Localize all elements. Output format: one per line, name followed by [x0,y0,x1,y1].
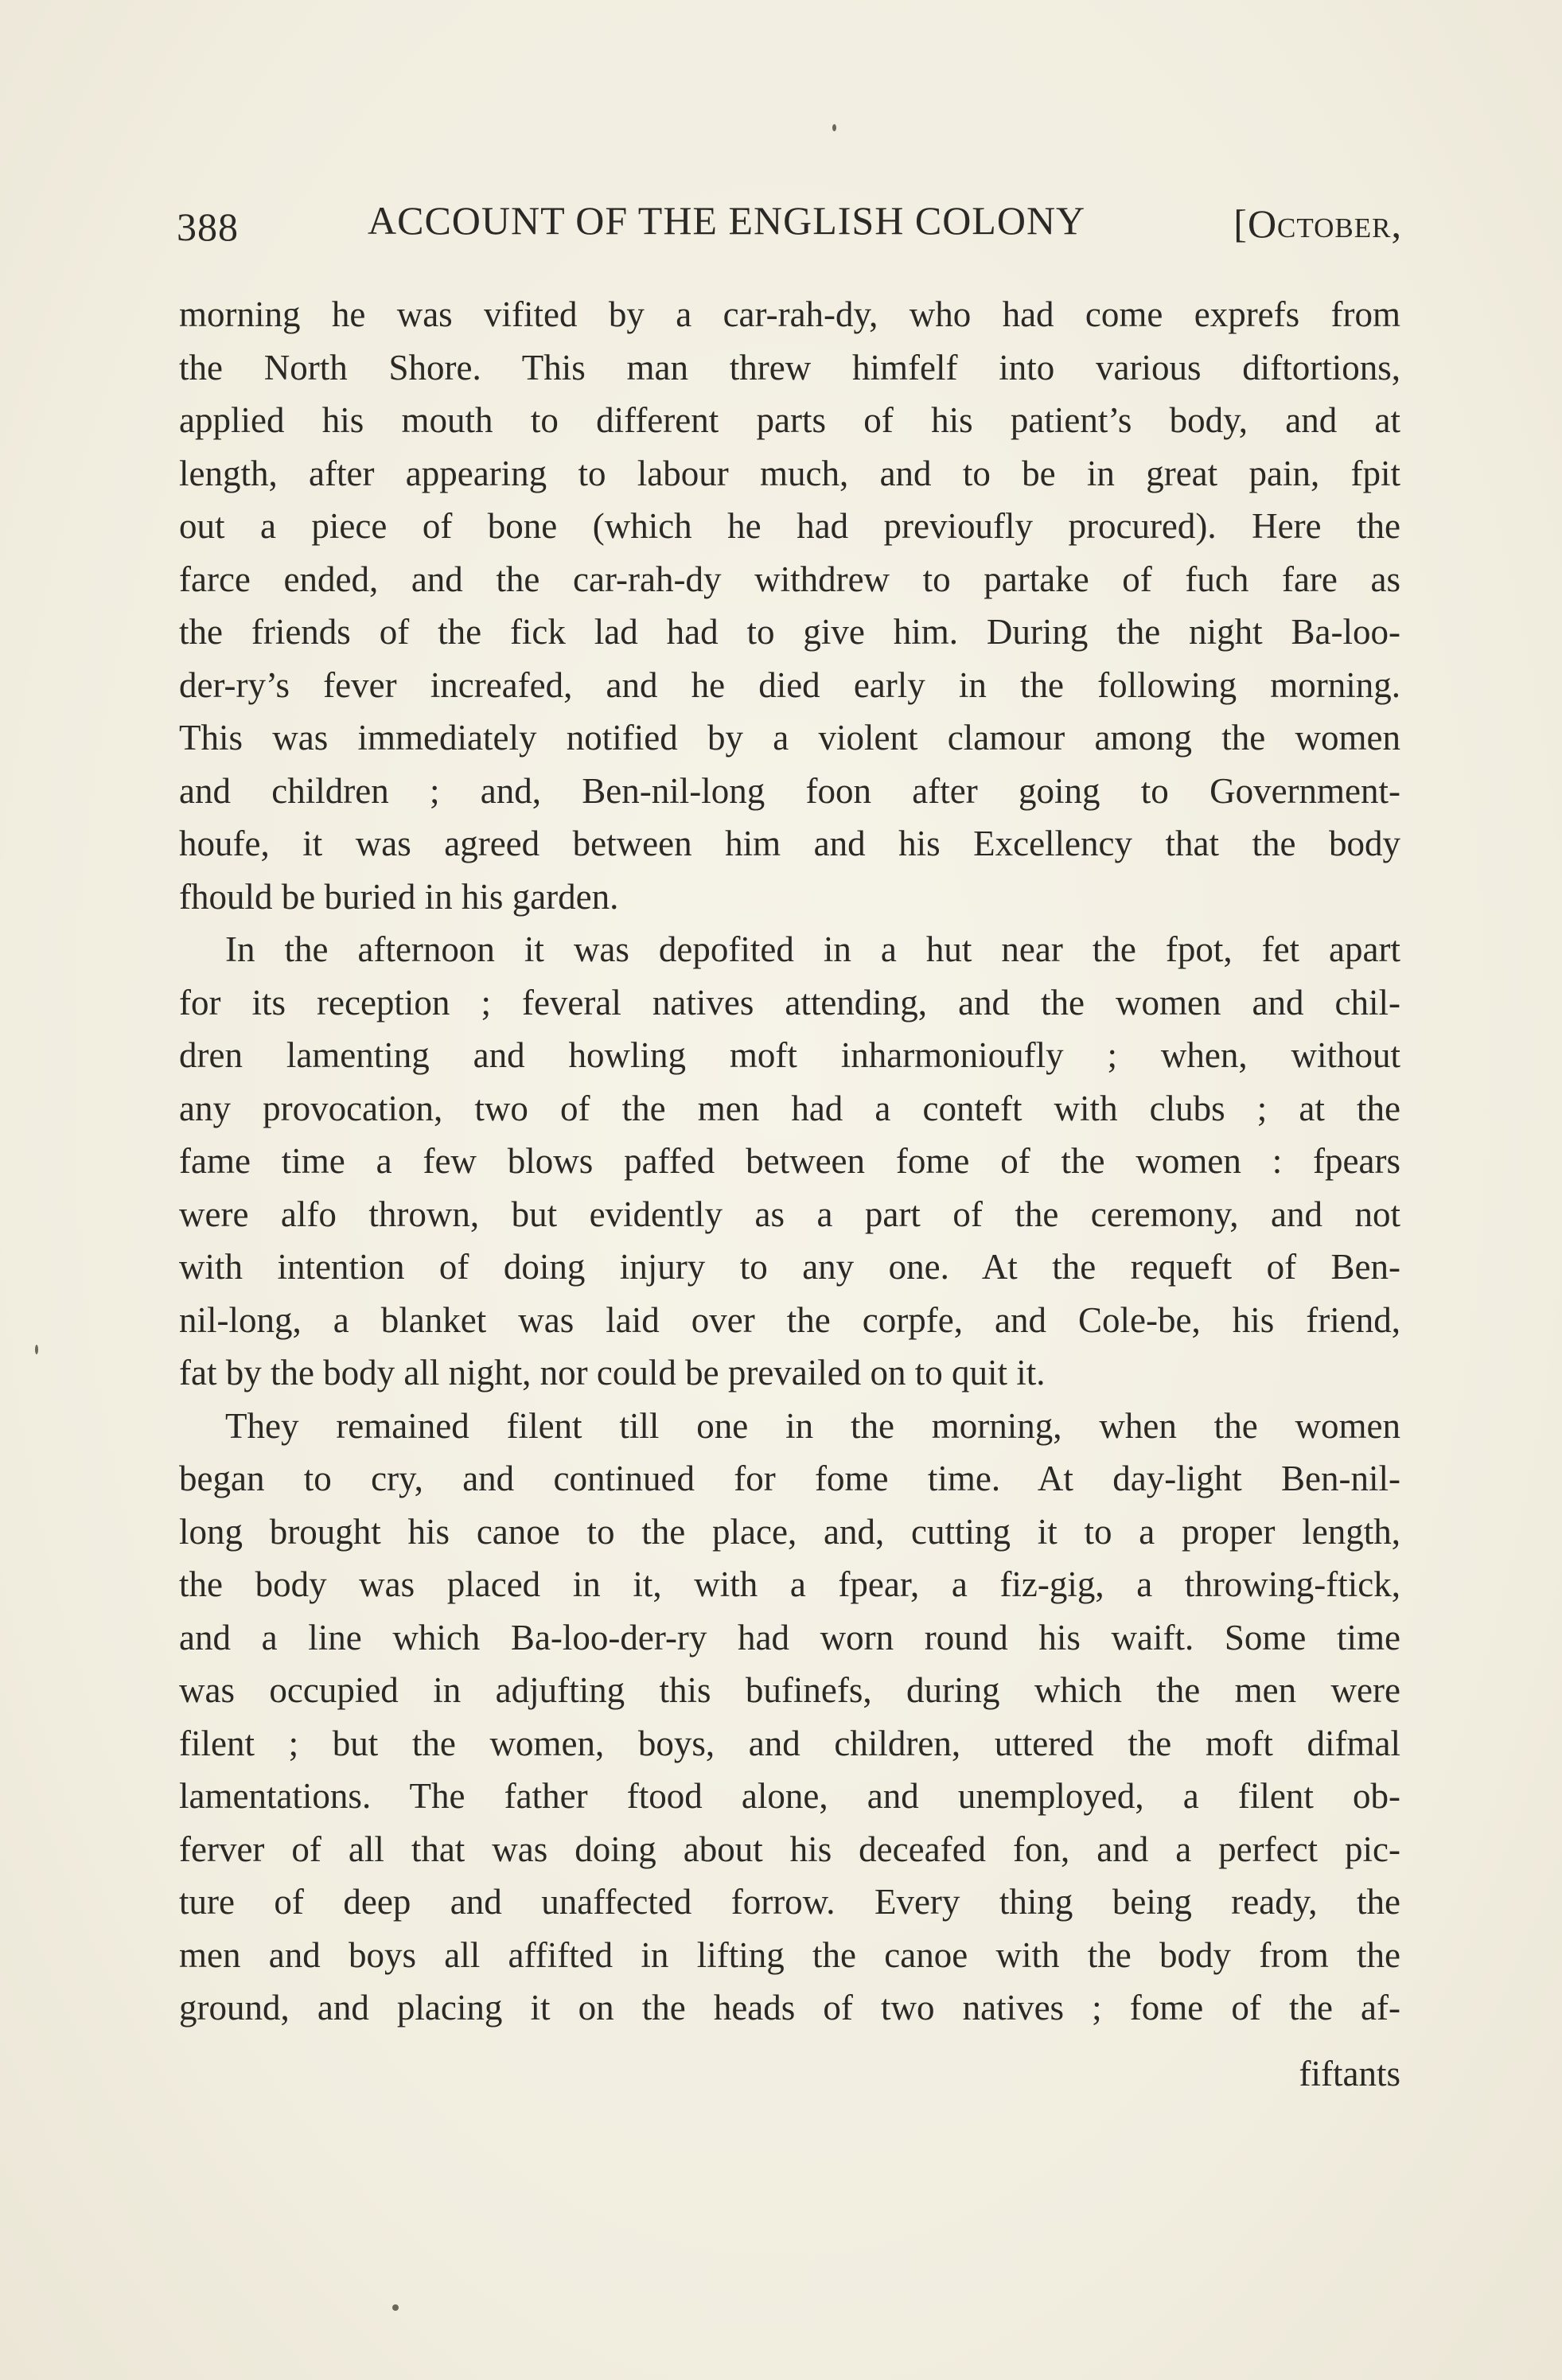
text-line: began to cry, and continued for fome time. At day-light Ben-nil- [179,1459,1400,1498]
paper-speck [832,124,836,131]
text-line: the friends of the fick lad had to give him. During the night Ba-loo- [179,612,1400,652]
text-line: with intention of doing injury to any one. At the requeft of Ben- [179,1247,1400,1287]
text-line: for its reception ; feveral natives attending, and the women and chil- [179,982,1400,1023]
text-line: long brought his canoe to the place, and, cutting it to a proper length, [179,1511,1400,1552]
text-line: houfe, it was agreed between him and his Excellency that the body [179,824,1400,863]
paper-speck [35,1345,38,1354]
text-line: filent ; but the women, boys, and children, uttered the moft difmal [179,1723,1400,1763]
text-line: and a line which Ba-loo-der-ry had worn round his waift. Some time [179,1617,1400,1657]
body-text [179,288,1400,2035]
text-line: any provocation, two of the men had a conteft with clubs ; at the [179,1088,1400,1128]
text-line: ferver of all that was doing about his deceafed fon, and a perfect pic- [179,1829,1400,1869]
text-line: This was immediately notified by a violent clamour among the women [179,718,1400,758]
text-line: applied his mouth to different parts of his patient’s body, and at [179,400,1400,440]
page-number: 388 [177,205,239,249]
section-heading: [October, [1233,201,1402,246]
text-line: the North Shore. This man threw himfelf into various diftortions, [179,347,1400,388]
text-line: fhould be buried in his garden. [179,876,619,917]
text-line: men and boys all affifted in lifting the canoe with the body from the [179,1934,1400,1975]
text-line: was occupied in adjufting this bufinefs, during which the men were [179,1670,1400,1710]
text-line: nil-long, a blanket was laid over the corpfe, and Cole-be, his friend, [179,1299,1400,1340]
text-line: der-ry’s fever increafed, and he died early in the following morning. [179,664,1400,705]
running-header [177,197,1402,253]
text-line: ture of deep and unaffected forrow. Every thing being ready, the [179,1882,1400,1922]
text-line: out a piece of bone (which he had previoufly procured). Here the [179,506,1400,546]
text-line: dren lamenting and howling moft inharmonioufly ; when, without [179,1035,1400,1075]
text-line: the body was placed in it, with a fpear, a fiz-gig, a throwing-ftick, [179,1564,1400,1604]
text-line: and children ; and, Ben-nil-long foon after going to Government- [179,770,1400,811]
text-line: fat by the body all night, nor could be prevailed on to quit it. [179,1353,1046,1393]
text-line: morning he was vifited by a car-rah-dy, who had come exprefs from [179,294,1400,334]
text-line: were alfo thrown, but evidently as a part of the ceremony, and not [179,1194,1400,1234]
text-line: In the afternoon it was depofited in a hut near the fpot, fet apart [225,929,1400,969]
text-line: ground, and placing it on the heads of two natives ; fome of the af- [179,1988,1400,2027]
text-line: lamentations. The father ftood alone, and unemployed, a filent ob- [179,1776,1400,1816]
running-title: ACCOUNT OF THE ENGLISH COLONY [368,198,1086,243]
paper-speck [392,2304,399,2311]
text-line: farce ended, and the car-rah-dy withdrew to partake of fuch fare as [179,559,1400,599]
text-line: They remained filent till one in the morning, when the women [225,1405,1400,1446]
catchword: fiftants [1299,2054,1400,2094]
text-line: length, after appearing to labour much, and to be in great pain, fpit [179,453,1400,493]
text-line: fame time a few blows paffed between fome of the women : fpears [179,1141,1400,1181]
